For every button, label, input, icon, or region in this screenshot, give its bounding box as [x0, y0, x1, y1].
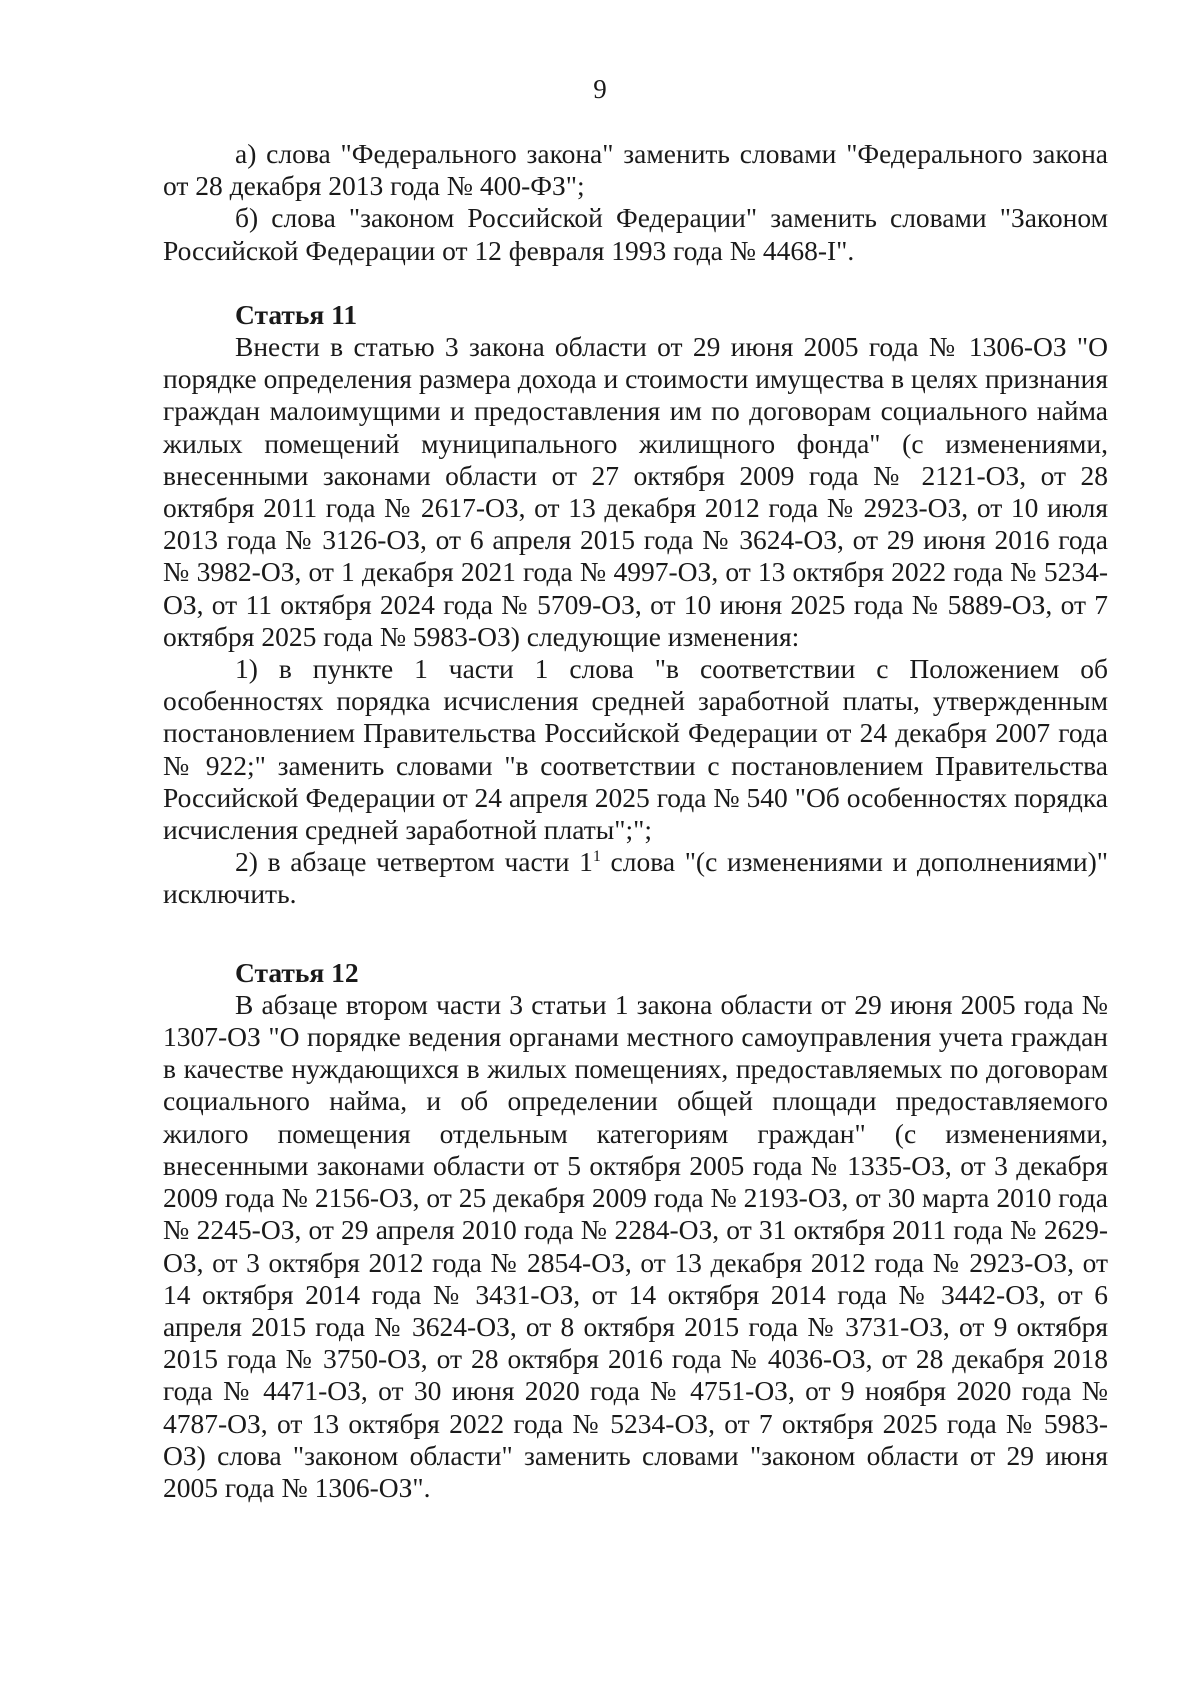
article-11-item-2: [163, 846, 1108, 910]
article-11-heading: Статья 11: [235, 298, 358, 330]
article-12-text: В абзаце втором части 3 статьи 1 закона области от 29 июня 2005 года № 1307-ОЗ "О порядке ведения органами местного самоуправления учета граждан в качестве нуждающихся в жилых помещениях, предоставляемых по договорам социального найма, и об определении общей площади предоставляемого жилого помещения отдельным категориям граждан" (с изменениями, внесенными законами области от 5 октября 2005 года № 1335-ОЗ, от 3 декабря 2009 года № 2156-ОЗ, от 25 декабря 2009 года № 2193-ОЗ, от 30 марта 2010 года № 2245-ОЗ, от 29 апреля 2010 года № 2284-ОЗ, от 31 октября 2011 года № 2629-ОЗ, от 3 октября 2012 года № 2854-ОЗ, от 13 декабря 2012 года № 2923-ОЗ, от 14 октября 2014 года № 3431-ОЗ, от 14 октября 2014 года № 3442-ОЗ, от 6 апреля 2015 года № 3624-ОЗ, от 8 октября 2015 года № 3731-ОЗ, от 9 октября 2015 года № 3750-ОЗ, от 28 октября 2016 года № 4036-ОЗ, от 28 декабря 2018 года № 4471-ОЗ, от 30 июня 2020 года № 4751-ОЗ, от 9 ноября 2020 года № 4787-ОЗ, от 13 октября 2022 года № 5234-ОЗ, от 7 октября 2025 года № 5983-ОЗ) слова "законом области" заменить словами "законом области от 29 июня 2005 года № 1306-ОЗ".: [163, 988, 1108, 1503]
document-body: [163, 138, 1108, 1504]
paragraph-a: а) слова "Федерального закона" заменить словами "Федерального закона от 28 декабря 2013 года № 400-ФЗ";: [163, 138, 1108, 202]
superscript: 1: [592, 848, 601, 866]
article-11-item-2-text: 2) в абзаце четвертом части 1: [235, 846, 593, 878]
article-12-heading: Статья 12: [235, 956, 359, 988]
page-number: 9: [593, 74, 607, 104]
article-11-item-1: 1) в пункте 1 части 1 слова "в соответствии с Положением об особенностях порядка исчисления средней заработной платы, утвержденным постановлением Правительства Российской Федерации от 24 декабря 2007 года № 922;" заменить словами "в соответствии с постановлением Правительства Российской Федерации от 24 апреля 2025 года № 540 "Об особенностях порядка исчисления средней заработной платы";";: [163, 653, 1108, 846]
paragraph-b: б) слова "законом Российской Федерации" заменить словами "Законом Российской Федерации от 12 февраля 1993 года № 4468-I".: [163, 202, 1108, 266]
article-11-intro: Внести в статью 3 закона области от 29 июня 2005 года № 1306-ОЗ "О порядке определения размера дохода и стоимости имущества в целях признания граждан малоимущими и предоставления им по договорам социального найма жилых помещений муниципального жилищного фонда" (с изменениями, внесенными законами области от 27 октября 2009 года № 2121-ОЗ, от 28 октября 2011 года № 2617-ОЗ, от 13 декабря 2012 года № 2923-ОЗ, от 10 июля 2013 года № 3126-ОЗ, от 6 апреля 2015 года № 3624-ОЗ, от 29 июня 2016 года № 3982-ОЗ, от 1 декабря 2021 года № 4997-ОЗ, от 13 октября 2022 года № 5234-ОЗ, от 11 октября 2024 года № 5709-ОЗ, от 10 июня 2025 года № 5889-ОЗ, от 7 октября 2025 года № 5983-ОЗ) следующие изменения:: [163, 331, 1108, 652]
article-11-item-2-rest: слова "(с изменениями и дополнениями)" исключить.: [163, 846, 1108, 910]
